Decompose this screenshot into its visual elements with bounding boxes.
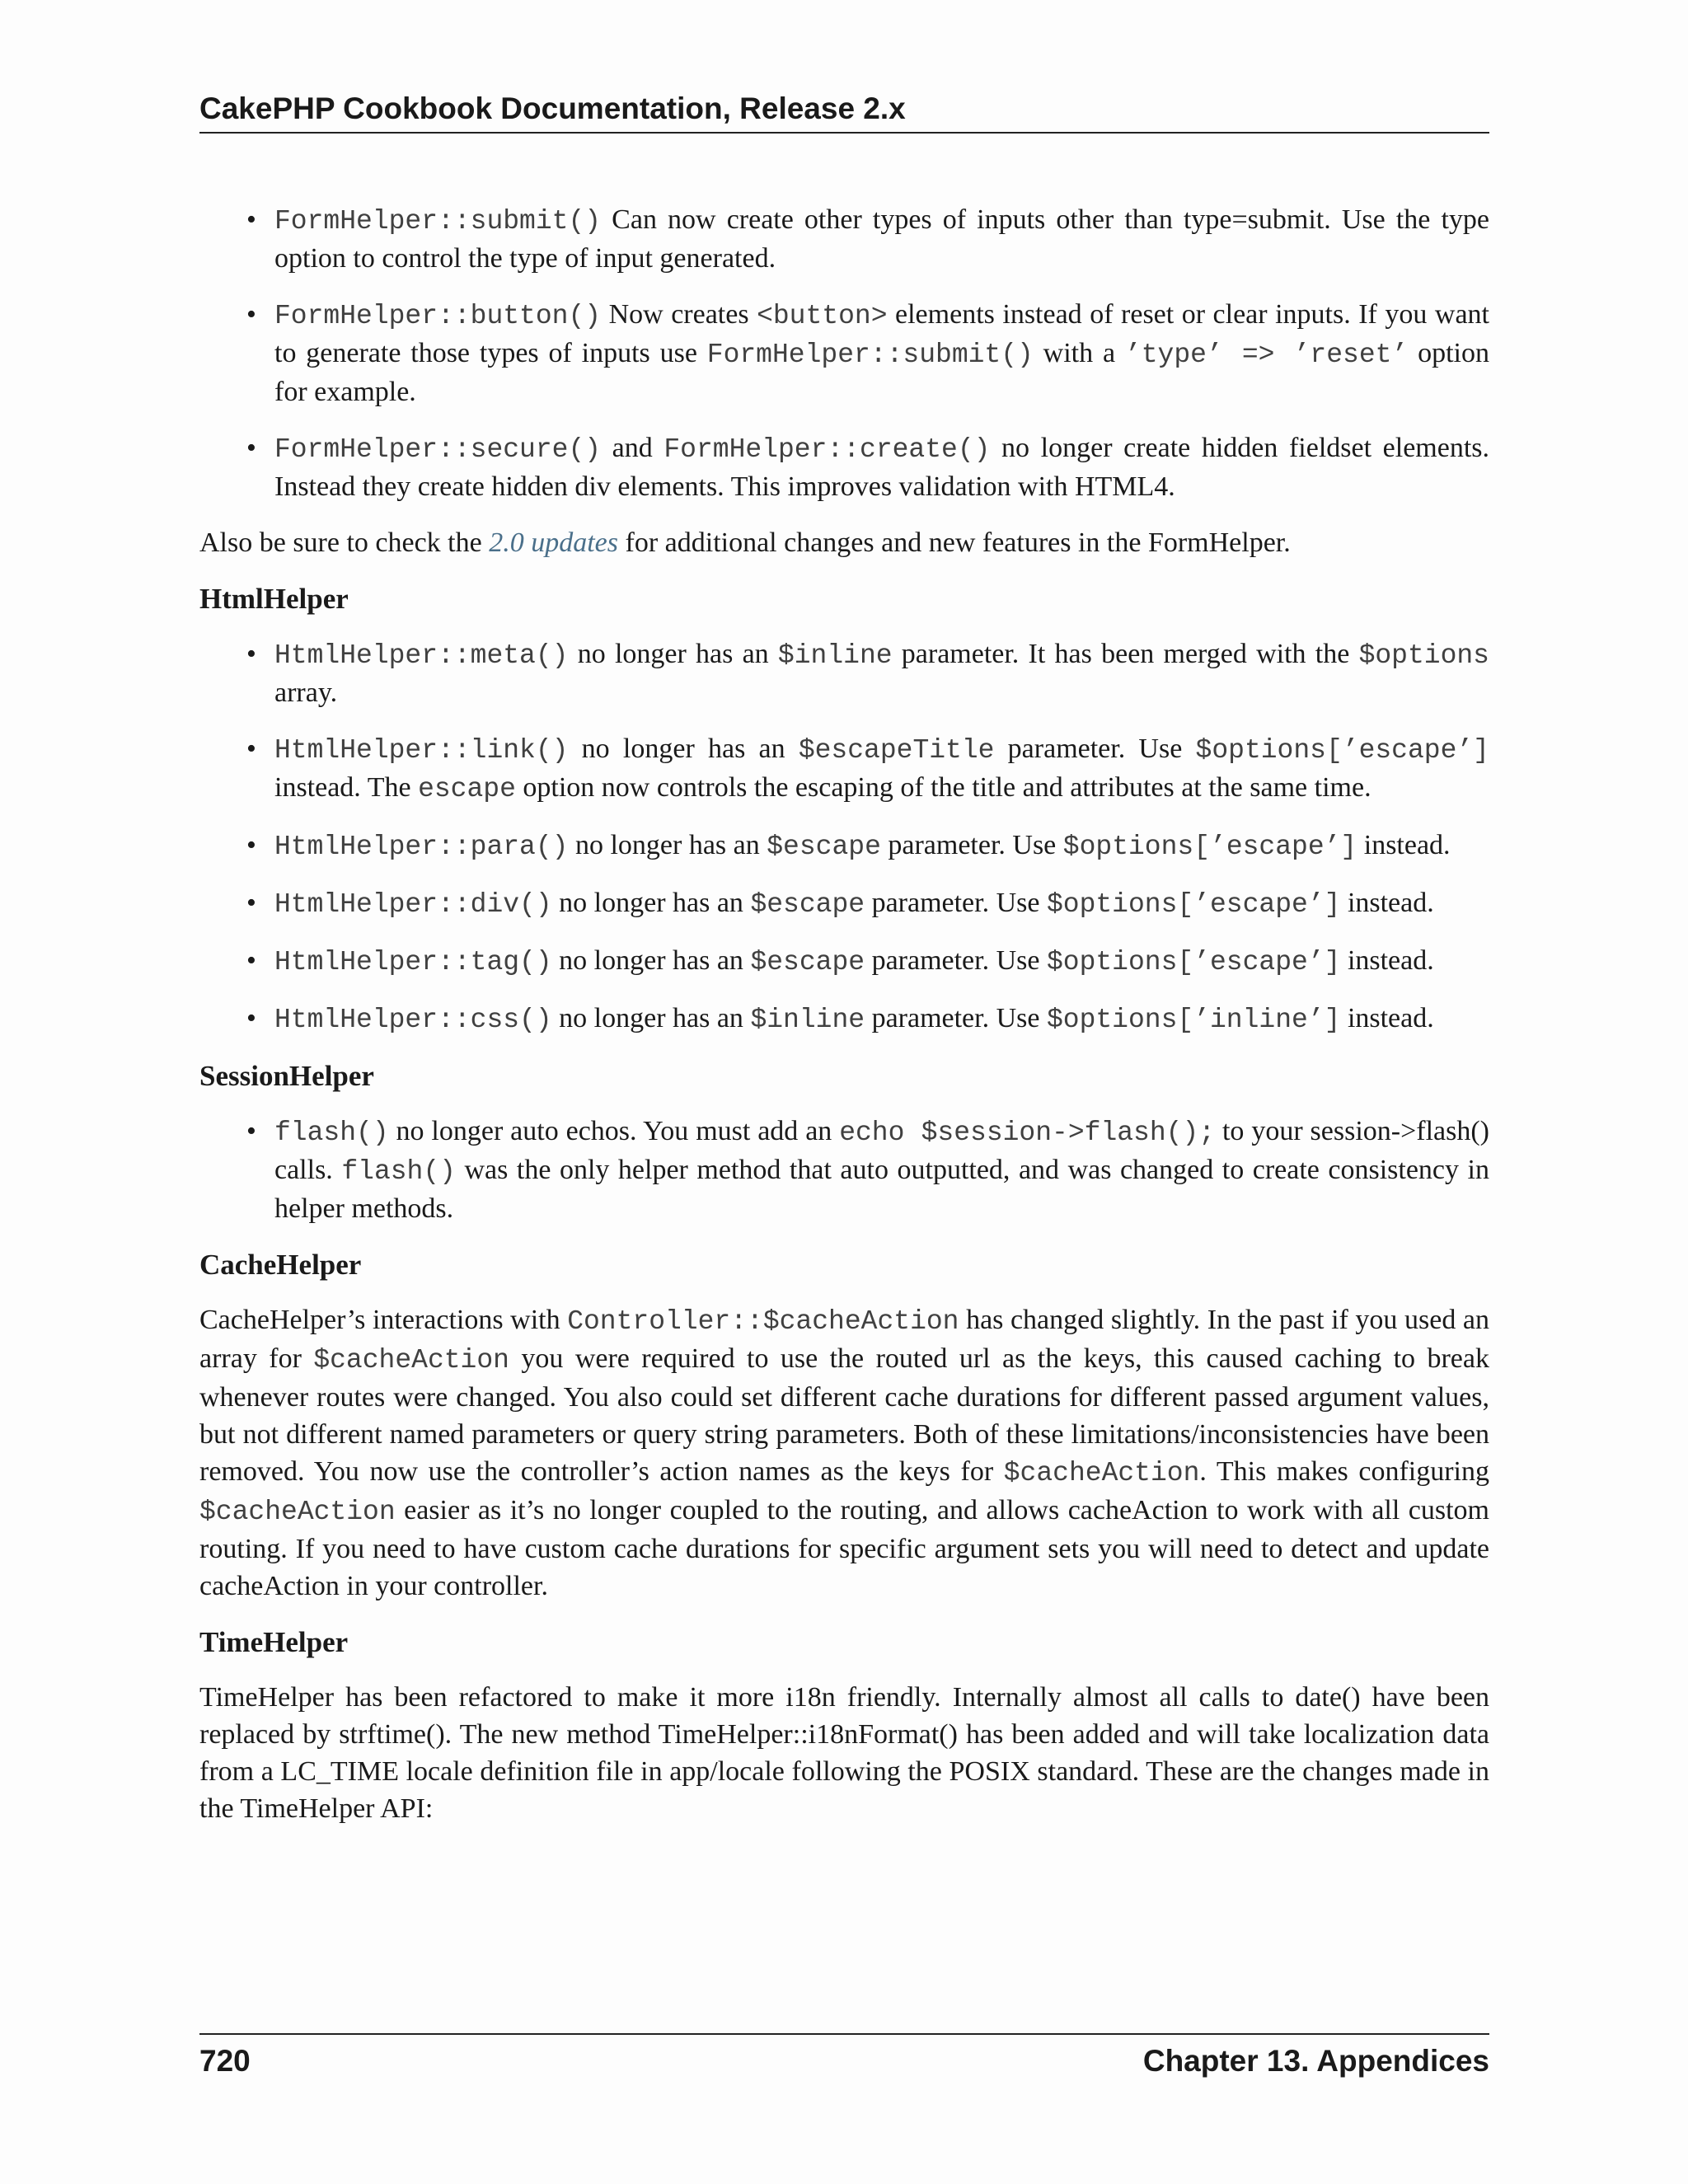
document-title: CakePHP Cookbook Documentation, Release 2.x (199, 91, 906, 125)
list-item: • flash() no longer auto echos. You must add an echo $session->flash(); to your session->flash() calls. flash() was the only helper method that auto outputted, and was changed to create consistency in helper methods. (274, 1113, 1489, 1227)
list-item: • HtmlHelper::meta() no longer has an $inline parameter. It has been merged with the $options array. (274, 635, 1489, 711)
bullet-icon: • (246, 299, 256, 330)
bullet-icon: • (246, 639, 256, 669)
formhelper-list (199, 201, 1489, 505)
bullet-icon: • (246, 1116, 256, 1146)
bullet-icon: • (246, 830, 256, 860)
list-item: • HtmlHelper::css() no longer has an $inline parameter. Use $options[’inline’] instead. (274, 1000, 1489, 1038)
bullet-icon: • (246, 204, 256, 235)
bullet-icon: • (246, 433, 256, 463)
list-item: • HtmlHelper::link() no longer has an $escapeTitle parameter. Use $options[’escape’] instead. The escape option now controls the escaping of the title and attributes at the same time. (274, 730, 1489, 808)
page-footer (199, 2033, 1489, 2079)
cachehelper-paragraph: CacheHelper’s interactions with Controller::$cacheAction has changed slightly. In the past if you used an array for $cacheAction you were required to use the routed url as the keys, this caused caching to break whenever routes were changed. You also could set different cache durations for different passed argument values, but not different named parameters or query string parameters. Both of these limitations/inconsistencies have been removed. You now use the controller’s action names as the keys for $cacheAction. This makes configuring $cacheAction easier as it’s no longer coupled to the routing, and allows cacheAction to work with all custom routing. If you need to have custom cache durations for specific argument sets you will need to detect and update cacheAction in your controller. (199, 1305, 1490, 1601)
list-item: • FormHelper::secure() and FormHelper::create() no longer create hidden fieldset elements. Instead they create hidden div elements. This improves validation with HTML4. (274, 429, 1489, 505)
also-check-paragraph: Also be sure to check the 2.0 updates for additional changes and new features in the FormHelper. (199, 527, 1291, 558)
cachehelper-heading: CacheHelper (199, 1249, 362, 1281)
bullet-icon: • (246, 733, 256, 764)
htmlhelper-list (199, 635, 1489, 1038)
list-item: • FormHelper::submit() Can now create other types of inputs other than type=submit. Use the type option to control the type of input generated. (274, 201, 1489, 277)
list-item: • HtmlHelper::div() no longer has an $escape parameter. Use $options[’escape’] instead. (274, 884, 1489, 923)
page-number: 720 (199, 2044, 251, 2078)
page-header (199, 91, 1489, 134)
sessionhelper-heading: SessionHelper (199, 1060, 374, 1092)
timehelper-heading: TimeHelper (199, 1626, 349, 1658)
bullet-icon: • (246, 1003, 256, 1033)
page-content (199, 201, 1489, 1846)
bullet-icon: • (246, 945, 256, 976)
updates-link[interactable]: 2.0 updates (489, 527, 619, 558)
timehelper-paragraph: TimeHelper has been refactored to make it more i18n friendly. Internally almost all calls to date() have been replaced by strftime(). The new method TimeHelper::i18nFormat() has been added and will take localization data from a LC_TIME locale definition file in app/locale following the POSIX standard. These are the changes made in the TimeHelper API: (199, 1682, 1489, 1824)
bullet-icon: • (246, 888, 256, 918)
chapter-title: Chapter 13. Appendices (1142, 2044, 1489, 2078)
list-item: • HtmlHelper::tag() no longer has an $escape parameter. Use $options[’escape’] instead. (274, 942, 1489, 981)
htmlhelper-heading: HtmlHelper (199, 583, 349, 615)
sessionhelper-list (199, 1113, 1489, 1227)
list-item: • HtmlHelper::para() no longer has an $escape parameter. Use $options[’escape’] instead. (274, 827, 1489, 865)
list-item: • FormHelper::button() Now creates <button> elements instead of reset or clear inputs. If you want to generate those types of inputs use FormHelper::submit() with a ’type’ => ’reset’ option for example. (274, 296, 1489, 410)
